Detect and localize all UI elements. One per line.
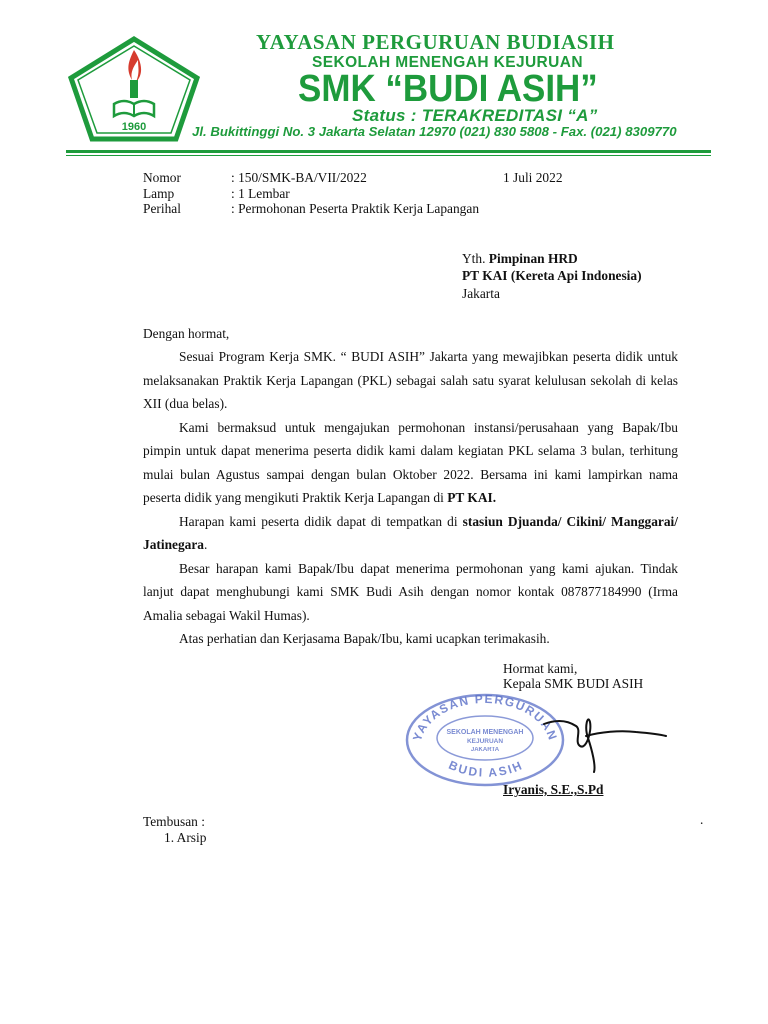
- stamp-line-1: SEKOLAH MENENGAH: [446, 729, 524, 736]
- recipient-yth: Yth.: [462, 251, 486, 266]
- nomor-label: Nomor: [143, 170, 181, 185]
- greeting: Dengan hormat,: [143, 326, 230, 341]
- perihal-label: Perihal: [143, 201, 181, 216]
- lamp-label: Lamp: [143, 186, 175, 201]
- signer-name: Iryanis, S.E.,S.Pd: [503, 782, 604, 797]
- school-name: SMK “BUDI ASIH”: [298, 68, 598, 110]
- paragraph-4: Besar harapan kami Bapak/Ibu dapat menerima permohonan yang kami ajukan. Tindak lanjut dapat menghubungi kami SMK Budi Asih dengan nomor kontak 087877184990 (Irma Amalia sebagai Wakil Humas).: [143, 560, 678, 623]
- paragraph-2-bold: PT KAI.: [447, 490, 497, 505]
- stamp-bottom-text: BUDI ASIH: [446, 757, 526, 780]
- stamp-top-text: YAYASAN PERGURUAN: [409, 691, 561, 743]
- paragraph-5: Atas perhatian dan Kerjasama Bapak/Ibu, kami ucapkan terimakasih.: [179, 631, 550, 646]
- recipient-city: Jakarta: [462, 286, 500, 301]
- school-address: Jl. Bukittinggi No. 3 Jakarta Selatan 12970 (021) 830 5808 - Fax. (021) 8309770: [192, 124, 677, 139]
- paragraph-2-text: Kami bermaksud untuk mengajukan permohonan instansi/perusahaan yang Bapak/Ibu pimpin untuk dapat menerima peserta didik kami dalam kegiatan PKL selama 3 bulan, terhitung mulai bulan Agustus sampai dengan bulan Oktober 2022. Bersama ini kami lampirkan nama peserta didik yang mengikuti Praktik Kerja Lapangan di: [143, 419, 678, 505]
- paragraph-3-end: .: [204, 537, 208, 552]
- paragraph-3-bold: stasiun Djuanda/ Cikini/ Manggarai/ Jatinegara: [143, 513, 679, 552]
- stamp-line-3: JAKARTA: [470, 747, 500, 753]
- letterhead-rule: [66, 150, 711, 153]
- stamp-line-2: KEJURUAN: [466, 738, 504, 745]
- trailing-mark: .: [700, 812, 704, 827]
- paragraph-3-text: Harapan kami peserta didik dapat di tempatkan di: [179, 513, 463, 529]
- recipient-company: PT KAI (Kereta Api Indonesia): [462, 268, 642, 283]
- cc-label: Tembusan :: [143, 814, 205, 829]
- letter-date: 1 Juli 2022: [503, 170, 563, 185]
- nomor-value: : 150/SMK-BA/VII/2022: [231, 170, 367, 185]
- perihal-value: : Permohonan Peserta Praktik Kerja Lapangan: [231, 201, 480, 216]
- paragraph-1: Sesuai Program Kerja SMK. “ BUDI ASIH” Jakarta yang mewajibkan peserta didik untuk melaksanakan Praktik Kerja Lapangan (PKL) sebagai salah satu syarat kelulusan sekolah di kelas XII (dua belas).: [143, 349, 678, 411]
- school-logo: [68, 36, 200, 142]
- handwritten-signature: [540, 696, 670, 776]
- foundation-name: YAYASAN PERGURUAN BUDIASIH: [256, 30, 615, 54]
- lamp-value: : 1 Lembar: [231, 186, 290, 201]
- paragraph-2: [143, 416, 678, 510]
- logo-year: 1960: [121, 121, 147, 133]
- accreditation-status: Status : TERAKREDITASI “A”: [352, 106, 598, 125]
- paragraph-3: [143, 510, 678, 557]
- recipient-title: [462, 251, 578, 267]
- school-type: SEKOLAH MENENGAH KEJURUAN: [312, 54, 583, 71]
- letter-body: [143, 345, 678, 651]
- closing-regards: Hormat kami,: [503, 661, 578, 676]
- cc-item: 1. Arsip: [164, 830, 207, 845]
- closing-position: Kepala SMK BUDI ASIH: [503, 676, 644, 691]
- letterhead-rule-thin: [66, 155, 711, 156]
- recipient-position: Pimpinan HRD: [488, 251, 578, 266]
